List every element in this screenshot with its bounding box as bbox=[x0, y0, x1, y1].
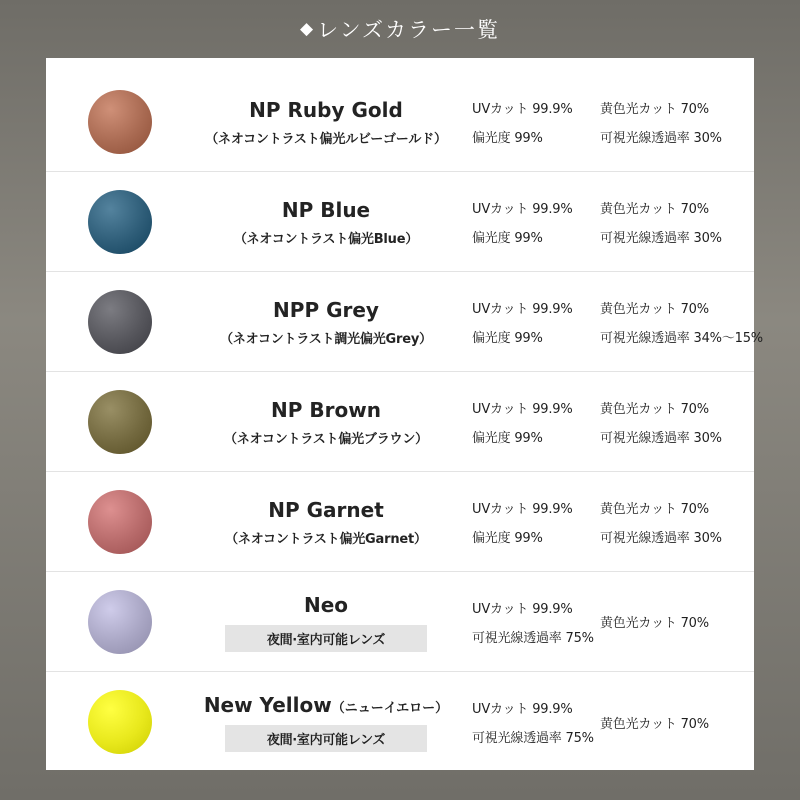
spec-polarization: 偏光度 99% bbox=[472, 230, 543, 246]
spec-visible-transmittance: 可視光線透過率 30% bbox=[600, 230, 722, 246]
table-row bbox=[46, 72, 754, 172]
lens-name: NP Garnet bbox=[268, 497, 384, 522]
lens-name: NPP Grey bbox=[273, 297, 379, 322]
spec-column-left bbox=[472, 498, 600, 546]
swatch-cell bbox=[50, 490, 190, 554]
spec-yellow-light-cut: 黄色光カット 70% bbox=[600, 716, 709, 732]
spec-cell bbox=[462, 698, 750, 746]
spec-uv-cut: UVカット 99.9% bbox=[472, 401, 573, 417]
swatch-cell bbox=[50, 690, 190, 754]
spec-uv-cut: UVカット 99.9% bbox=[472, 201, 573, 217]
lens-name-cell bbox=[190, 97, 462, 147]
spec-cell bbox=[462, 398, 750, 446]
table-row bbox=[46, 372, 754, 472]
spec-uv-cut: UVカット 99.9% bbox=[472, 501, 573, 517]
lens-color-swatch bbox=[88, 290, 152, 354]
lens-name-japanese: （ネオコントラスト偏光ルビーゴールド） bbox=[205, 131, 447, 147]
swatch-cell bbox=[50, 590, 190, 654]
spec-column-right bbox=[600, 698, 750, 746]
spec-yellow-light-cut: 黄色光カット 70% bbox=[600, 201, 709, 217]
swatch-cell bbox=[50, 90, 190, 154]
spec-polarization: 可視光線透過率 75% bbox=[472, 630, 594, 646]
lens-table-card bbox=[46, 58, 763, 770]
lens-name-japanese: （ネオコントラスト偏光Garnet） bbox=[225, 531, 427, 547]
spec-uv-cut: UVカット 99.9% bbox=[472, 702, 573, 717]
spec-yellow-light-cut: 黄色光カット 70% bbox=[600, 101, 709, 117]
spec-visible-transmittance: 可視光線透過率 34%～15% bbox=[600, 330, 763, 346]
lens-color-swatch bbox=[88, 390, 152, 454]
spec-yellow-light-cut: 黄色光カット 70% bbox=[600, 301, 709, 317]
spec-column-right bbox=[600, 398, 750, 446]
spec-column-right bbox=[600, 498, 750, 546]
diamond-icon: ◆ bbox=[300, 19, 314, 38]
table-row bbox=[46, 672, 754, 772]
spec-polarization: 偏光度 99% bbox=[472, 330, 543, 346]
lens-name: NP Ruby Gold bbox=[249, 97, 403, 122]
spec-cell bbox=[462, 298, 763, 346]
spec-visible-transmittance: 可視光線透過率 30% bbox=[600, 130, 722, 146]
lens-name-cell bbox=[190, 692, 462, 752]
spec-cell bbox=[462, 498, 750, 546]
spec-column-left bbox=[472, 398, 600, 446]
spec-column-right bbox=[600, 98, 750, 146]
page-header bbox=[0, 0, 800, 58]
spec-column-right bbox=[600, 198, 750, 246]
lens-name: New Yellow（ニューイエロー） bbox=[203, 693, 449, 717]
lens-name-cell bbox=[190, 197, 462, 247]
spec-visible-transmittance: 可視光線透過率 30% bbox=[600, 530, 722, 546]
lens-name-japanese: （ネオコントラスト偏光Blue） bbox=[233, 231, 419, 247]
spec-column-left bbox=[472, 698, 600, 746]
lens-color-swatch bbox=[88, 190, 152, 254]
spec-polarization: 偏光度 99% bbox=[472, 530, 543, 546]
lens-color-swatch bbox=[88, 590, 152, 654]
lens-name: Neo bbox=[303, 592, 349, 617]
lens-name-japanese: （ネオコントラスト偏光ブラウン） bbox=[224, 431, 428, 447]
spec-column-left bbox=[472, 98, 600, 146]
spec-cell bbox=[462, 98, 750, 146]
spec-column-left bbox=[472, 598, 600, 646]
spec-uv-cut: UVカット 99.9% bbox=[472, 101, 573, 117]
spec-yellow-light-cut: 黄色光カット 70% bbox=[600, 401, 709, 417]
lens-name: NP Blue bbox=[281, 197, 371, 222]
table-row bbox=[46, 272, 763, 372]
lens-color-swatch bbox=[88, 490, 152, 554]
spec-column-left bbox=[472, 198, 600, 246]
status-badge: 夜間·室内可能レンズ bbox=[225, 725, 427, 752]
lens-name-suffix: （ニューイエロー） bbox=[331, 701, 449, 716]
spec-polarization: 可視光線透過率 75% bbox=[472, 731, 594, 746]
lens-table bbox=[46, 72, 763, 772]
spec-cell bbox=[462, 598, 750, 646]
lens-name-cell bbox=[190, 592, 462, 652]
status-badge: 夜間·室内可能レンズ bbox=[225, 625, 427, 652]
spec-uv-cut: UVカット 99.9% bbox=[472, 601, 573, 617]
lens-color-swatch bbox=[88, 90, 152, 154]
swatch-cell bbox=[50, 390, 190, 454]
lens-name-cell bbox=[190, 497, 462, 547]
spec-column-right bbox=[600, 598, 750, 646]
spec-column-right bbox=[600, 298, 763, 346]
lens-name-japanese: （ネオコントラスト調光偏光Grey） bbox=[220, 331, 432, 347]
spec-uv-cut: UVカット 99.9% bbox=[472, 301, 573, 317]
spec-polarization: 偏光度 99% bbox=[472, 430, 543, 446]
table-row bbox=[46, 472, 754, 572]
spec-visible-transmittance: 可視光線透過率 30% bbox=[600, 430, 722, 446]
lens-name-cell bbox=[190, 397, 462, 447]
spec-yellow-light-cut: 黄色光カット 70% bbox=[600, 616, 709, 631]
lens-name-cell bbox=[190, 297, 462, 347]
lens-name: NP Brown bbox=[271, 397, 381, 422]
spec-yellow-light-cut: 黄色光カット 70% bbox=[600, 501, 709, 517]
spec-cell bbox=[462, 198, 750, 246]
page-title: レンズカラー一覧 bbox=[317, 18, 500, 42]
spec-column-left bbox=[472, 298, 600, 346]
table-row bbox=[46, 572, 754, 672]
swatch-cell bbox=[50, 290, 190, 354]
spec-polarization: 偏光度 99% bbox=[472, 130, 543, 146]
lens-color-swatch bbox=[88, 690, 152, 754]
swatch-cell bbox=[50, 190, 190, 254]
table-row bbox=[46, 172, 754, 272]
